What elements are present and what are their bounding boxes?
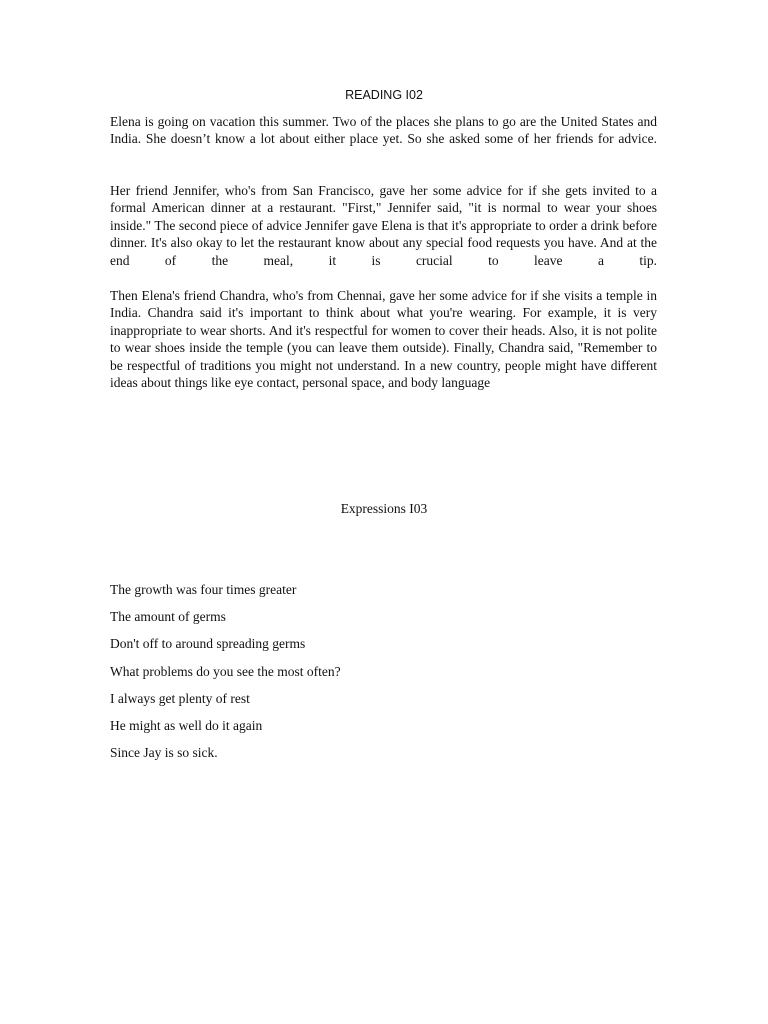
reading-paragraph: Then Elena's friend Chandra, who's from Chennai, gave her some advice for if she visits a temple in India. Chandra said it's important to think about what you're wearing. For example, it is very inappropriate to wear shorts. And it's respectful for women to cover their heads. Also, it is not polite to wear shoes inside the temple (you can leave them outside). Finally, Chandra said, "Remember to be respectful of traditions you might not understand. In a new country, people might have different ideas about things like eye contact, personal space, and body language bbox=[110, 288, 657, 391]
reading-paragraph-3-block bbox=[110, 287, 657, 391]
list-item: I always get plenty of rest bbox=[110, 690, 250, 706]
reading-title: READING I02 bbox=[345, 88, 423, 102]
list-item: Since Jay is so sick. bbox=[110, 745, 218, 761]
expressions-title: Expressions I03 bbox=[340, 501, 428, 516]
reading-paragraph-1-block bbox=[110, 113, 657, 148]
reading-paragraph: Elena is going on vacation this summer. Two of the places she plans to go are the United States and India. She doesn’t know a lot about either place yet. So she asked some of her friends for advice. bbox=[110, 114, 657, 147]
list-item: The growth was four times greater bbox=[110, 582, 297, 597]
list-item: He might as well do it again bbox=[110, 717, 263, 733]
list-item: The amount of germs bbox=[110, 609, 226, 625]
list-item: What problems do you see the most often? bbox=[110, 663, 341, 679]
reading-paragraph-2-block bbox=[110, 182, 657, 269]
expressions-list bbox=[110, 581, 657, 771]
reading-paragraph: Her friend Jennifer, who's from San Francisco, gave her some advice for if she gets invited to a formal American dinner at a restaurant. "First," Jennifer said, "it is normal to wear your shoes inside." The second piece of advice Jennifer gave Elena is that it's appropriate to order a drink before dinner. It's also okay to let the restaurant know about any special food requests you have. And at the end of the meal, it is crucial to leave a tip. bbox=[110, 183, 657, 268]
list-item: Don't off to around spreading germs bbox=[110, 636, 306, 652]
